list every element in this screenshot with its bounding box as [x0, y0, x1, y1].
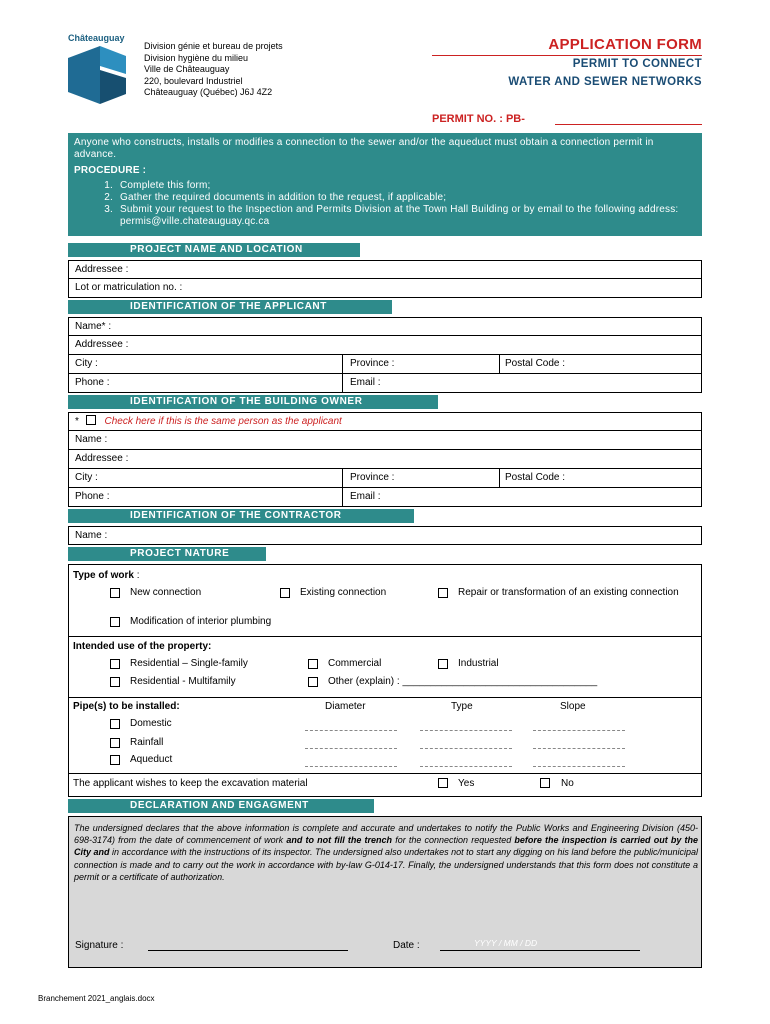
repair-connection-checkbox[interactable] — [438, 588, 448, 598]
procedure-label: PROCEDURE : — [74, 165, 147, 176]
field-label: Addressee : — [75, 339, 129, 350]
commercial-label: Commercial — [328, 658, 382, 669]
form-subtitle-2: WATER AND SEWER NETWORKS — [508, 76, 702, 88]
divider — [68, 773, 702, 774]
date-format-hint: YYYY / MM / DD — [474, 938, 538, 948]
industrial-label: Industrial — [458, 658, 499, 669]
rainfall-label: Rainfall — [130, 737, 164, 748]
domestic-label: Domestic — [130, 718, 172, 729]
province-label: Province : — [350, 358, 395, 369]
repair-connection-label: Repair or transformation of an existing connection — [458, 587, 679, 598]
procedure-step: 1. Complete this form; — [116, 180, 696, 192]
asterisk: * — [75, 416, 79, 427]
project-lot-field[interactable] — [68, 279, 702, 298]
footer-filename: Branchement 2021_anglais.docx — [38, 994, 155, 1003]
chateauguay-logo-icon — [66, 44, 128, 106]
permit-number-label: PERMIT NO. : PB- — [432, 113, 525, 125]
section-applicant: IDENTIFICATION OF THE APPLICANT — [68, 300, 392, 314]
date-label: Date : — [393, 940, 420, 951]
section-contractor: IDENTIFICATION OF THE CONTRACTOR — [68, 509, 414, 523]
domestic-slope-field[interactable] — [533, 730, 625, 731]
division-address: Division génie et bureau de projets Division hygiène du milieu Ville de Châteauguay 220, boulevard Industriel Châteauguay (Québec) J6J 4Z2 — [144, 41, 283, 97]
residential-single-checkbox[interactable] — [110, 659, 120, 669]
divider — [499, 469, 500, 487]
section-nature: PROJECT NATURE — [68, 547, 266, 561]
owner-name-field[interactable] — [68, 431, 702, 450]
aqueduct-label: Aqueduct — [130, 754, 173, 765]
same-as-applicant-checkbox[interactable] — [86, 415, 96, 425]
section-declaration: DECLARATION AND ENGAGMENT — [68, 799, 374, 813]
section-project: PROJECT NAME AND LOCATION — [68, 243, 360, 257]
intro-panel — [68, 133, 702, 236]
owner-city-row[interactable] — [68, 469, 702, 488]
domestic-checkbox[interactable] — [110, 719, 120, 729]
intro-text: Anyone who constructs, installs or modifies a connection to the sewer and/or the aqueduct must obtain a connection permit in advance. — [74, 137, 654, 160]
commercial-checkbox[interactable] — [308, 659, 318, 669]
applicant-phone-row[interactable] — [68, 374, 702, 393]
postal-code-label: Postal Code : — [505, 358, 566, 369]
new-connection-label: New connection — [130, 587, 202, 598]
owner-addressee-field[interactable] — [68, 450, 702, 469]
rainfall-checkbox[interactable] — [110, 738, 120, 748]
procedure-steps — [116, 180, 696, 228]
aqueduct-diameter-field[interactable] — [305, 766, 397, 767]
divider — [342, 469, 343, 487]
signature-field[interactable] — [148, 950, 348, 951]
type-of-work-label: Type of work : — [73, 570, 140, 581]
keep-no-label: No — [561, 778, 574, 789]
divider — [342, 355, 343, 373]
signature-label: Signature : — [75, 940, 124, 951]
email-label: Email : — [350, 491, 381, 502]
rainfall-slope-field[interactable] — [533, 748, 625, 749]
project-addressee-field[interactable] — [68, 260, 702, 279]
type-header: Type — [451, 701, 473, 712]
logo-text: Châteauguay — [68, 33, 125, 43]
form-subtitle-1: PERMIT TO CONNECT — [572, 58, 702, 70]
field-label: Addressee : — [75, 453, 129, 464]
aqueduct-checkbox[interactable] — [110, 755, 120, 765]
divider — [68, 636, 702, 637]
divider — [342, 374, 343, 392]
field-label: Lot or matriculation no. : — [75, 282, 183, 293]
declaration-text: The undersigned declares that the above information is complete and accurate and undertakes to notify the Public Works and Engineering Division (450-698-3174) from the date of commencement of work and to not fill the trench for the connection requested before the inspection is carried out by the City and in accordance with the instructions of its inspector. The undersigned also undertakes not to start any digging on his land before the public/municipal connection is made and to carry out the work in accordance with by-law G-014-17. Finally, the undersigned understands that this form does not constitute a permit or a certificate of authorization. — [74, 823, 698, 882]
keep-yes-label: Yes — [458, 778, 475, 789]
pipes-label: Pipe(s) to be installed: — [73, 701, 180, 712]
domestic-type-field[interactable] — [420, 730, 512, 731]
applicant-name-field[interactable] — [68, 317, 702, 336]
intended-use-label: Intended use of the property: — [73, 641, 212, 652]
same-as-applicant-label: Check here if this is the same person as the applicant — [104, 416, 342, 427]
keep-no-checkbox[interactable] — [540, 778, 550, 788]
applicant-city-row[interactable] — [68, 355, 702, 374]
other-use-checkbox[interactable] — [308, 677, 318, 687]
field-label: City : — [75, 472, 98, 483]
residential-multi-checkbox[interactable] — [110, 677, 120, 687]
interior-plumbing-label: Modification of interior plumbing — [130, 616, 272, 627]
aqueduct-slope-field[interactable] — [533, 766, 625, 767]
existing-connection-checkbox[interactable] — [280, 588, 290, 598]
email-label: Email : — [350, 377, 381, 388]
field-label: City : — [75, 358, 98, 369]
rainfall-type-field[interactable] — [420, 748, 512, 749]
field-label: Phone : — [75, 377, 110, 388]
section-owner: IDENTIFICATION OF THE BUILDING OWNER — [68, 395, 438, 409]
domestic-diameter-field[interactable] — [305, 730, 397, 731]
field-label: Addressee : — [75, 264, 129, 275]
new-connection-checkbox[interactable] — [110, 588, 120, 598]
aqueduct-type-field[interactable] — [420, 766, 512, 767]
field-label: Name : — [75, 434, 108, 445]
province-label: Province : — [350, 472, 395, 483]
divider — [342, 488, 343, 506]
form-title: APPLICATION FORM — [548, 36, 702, 53]
interior-plumbing-checkbox[interactable] — [110, 617, 120, 627]
other-use-field[interactable]: Other (explain) : ___________________________________ — [328, 676, 598, 687]
existing-connection-label: Existing connection — [300, 587, 387, 598]
rainfall-diameter-field[interactable] — [305, 748, 397, 749]
postal-code-label: Postal Code : — [505, 472, 566, 483]
owner-phone-row[interactable] — [68, 488, 702, 507]
field-label: Name : — [75, 530, 108, 541]
keep-yes-checkbox[interactable] — [438, 778, 448, 788]
divider — [68, 697, 702, 698]
residential-single-label: Residential – Single-family — [130, 658, 248, 669]
field-label: Phone : — [75, 491, 110, 502]
industrial-checkbox[interactable] — [438, 659, 448, 669]
diameter-header: Diameter — [325, 701, 366, 712]
field-label: Name* : — [75, 321, 112, 332]
procedure-step: 2. Gather the required documents in addition to the request, if applicable; — [116, 192, 696, 204]
title-underline — [432, 55, 702, 56]
date-field[interactable] — [440, 950, 640, 951]
divider — [499, 355, 500, 373]
applicant-addressee-field[interactable] — [68, 336, 702, 355]
residential-multi-label: Residential - Multifamily — [130, 676, 236, 687]
slope-header: Slope — [560, 701, 586, 712]
procedure-step: 3. Submit your request to the Inspection and Permits Division at the Town Hall Building or by email to the following address: permis@ville.chateauguay.qc.ca — [116, 204, 696, 228]
permit-number-field[interactable] — [555, 124, 702, 125]
contractor-name-field[interactable] — [68, 526, 702, 545]
keep-material-label: The applicant wishes to keep the excavation material — [73, 778, 308, 789]
owner-same-row — [68, 412, 702, 431]
